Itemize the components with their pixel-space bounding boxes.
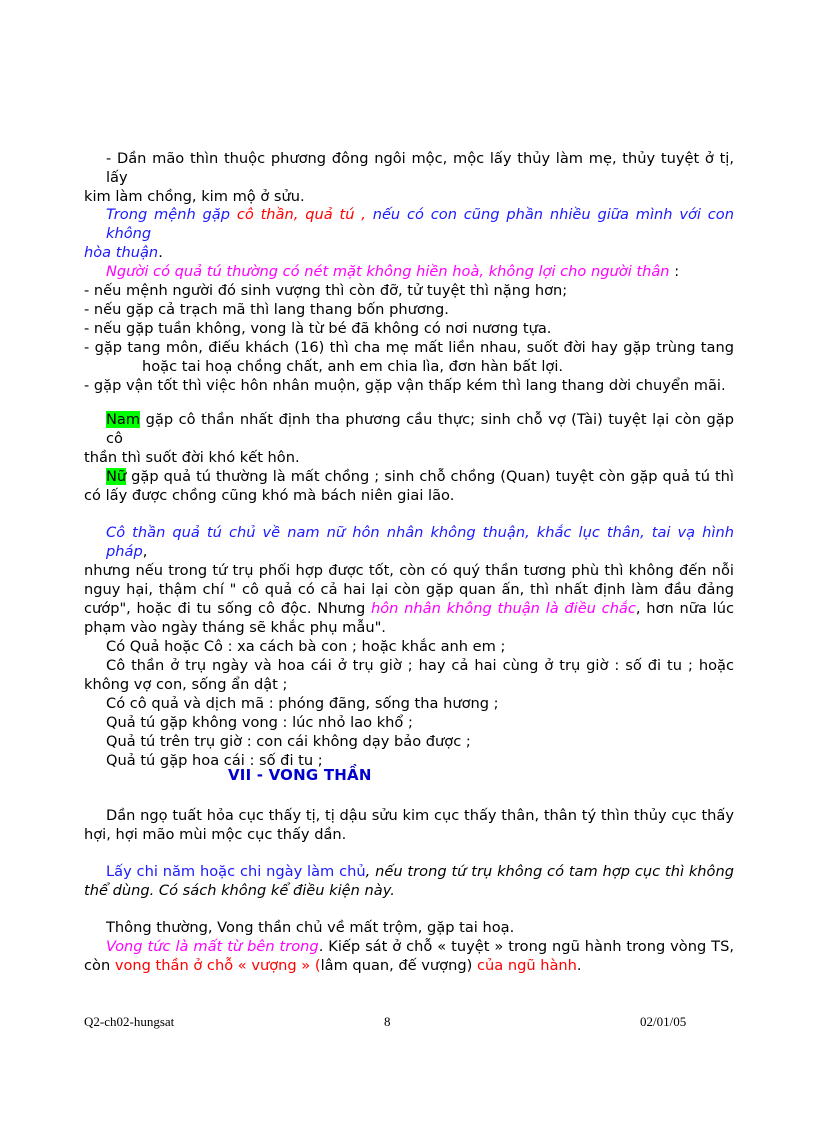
paragraph-co-than-qua-tu-chu bbox=[84, 523, 734, 770]
text-line bbox=[84, 523, 734, 561]
text-line: Cô thần ở trụ ngày và hoa cái ở trụ giờ ; hay cả hai cùng ở trụ giờ : số đi tu ; hoặc bbox=[106, 657, 734, 674]
text-line: có lấy được chồng cũng khó mà bách niên giai lão. bbox=[84, 487, 455, 504]
footer-date: 02/01/05 bbox=[640, 1014, 687, 1029]
text-line bbox=[84, 599, 734, 618]
text-line: phạm vào ngày tháng sẽ khắc phụ mẫu". bbox=[84, 619, 386, 636]
paragraph-dan-ngo-tuat bbox=[84, 806, 734, 844]
text-span: . bbox=[576, 957, 582, 974]
list-item: - nếu mệnh người đó sinh vượng thì còn đỡ, tử tuyệt thì nặng hơn; bbox=[84, 282, 568, 299]
text-line bbox=[84, 243, 734, 262]
text-line: Quả tú gặp hoa cái : số đi tu ; bbox=[106, 752, 323, 769]
text-span: Người có quả tú thường có nét mặt không hiền hoà, không lợi cho người thân bbox=[106, 263, 670, 280]
list-item-continuation: hoặc tai hoạ chồng chất, anh em chia lìa, đơn hàn bất lợi. bbox=[142, 358, 564, 375]
footer-document-code: Q2-ch02-hungsat bbox=[84, 1014, 175, 1029]
text-line: Có cô quả và dịch mã : phóng đãng, sống tha hương ; bbox=[106, 695, 499, 712]
text-line: Quả tú gặp không vong : lúc nhỏ lao khổ ; bbox=[106, 714, 413, 731]
list-item: - nếu gặp cả trạch mã thì lang thang bốn phương. bbox=[84, 301, 449, 318]
text-line bbox=[84, 262, 734, 281]
text-span: lâm quan, đế vượng) bbox=[320, 957, 477, 974]
highlight-nu: Nữ bbox=[106, 468, 127, 485]
text-span: gặp cô thần nhất định tha phương cầu thực; sinh chỗ vợ (Tài) tuyệt lại còn gặp cô bbox=[106, 411, 734, 447]
text-span: hôn nhân không thuận là điều chắc bbox=[370, 600, 636, 617]
text-span: . bbox=[158, 244, 163, 261]
paragraph-co-than-qua-tu bbox=[84, 205, 734, 262]
list-item: - gặp tang môn, điếu khách (16) thì cha mẹ mất liền nhau, suốt đời hay gặp trùng tang bbox=[84, 339, 734, 356]
text-span: nếu có con cũng phần nhiều giữa mình với con không bbox=[106, 206, 734, 242]
text-line: Quả tú trên trụ giờ : con cái không dạy bảo được ; bbox=[106, 733, 471, 750]
paragraph-nu bbox=[84, 467, 734, 505]
text-line: không vợ con, sống ẩn dật ; bbox=[84, 676, 288, 693]
text-span: còn bbox=[84, 957, 115, 974]
text-line: nguy hại, thậm chí " cô quả có cả hai lại còn gặp quan ấn, thì nhất định làm đầu đảng bbox=[84, 581, 734, 598]
paragraph-nam bbox=[84, 410, 734, 467]
text-line: hợi, hợi mão mùi mộc cục thấy dần. bbox=[84, 826, 347, 843]
text-line bbox=[84, 862, 734, 881]
text-span: hòa thuận bbox=[84, 244, 159, 261]
list-item: - gặp vận tốt thì việc hôn nhân muộn, gặp vận thấp kém thì lang thang dời chuyển mãi. bbox=[84, 377, 726, 394]
highlight-nam: Nam bbox=[106, 411, 141, 428]
text-span: : bbox=[669, 263, 680, 280]
text-line: nhưng nếu trong tứ trụ phối hợp được tốt, còn có quý thần tương phù thì không đến nỗi bbox=[84, 562, 734, 579]
list-item: - nếu gặp tuần không, vong là từ bé đã không có nơi nương tựa. bbox=[84, 320, 552, 337]
text-line bbox=[84, 937, 734, 956]
text-span: cướp", hoặc đi tu sống cô độc. Nhưng bbox=[84, 600, 371, 617]
paragraph-nguoi-co-qua-tu bbox=[84, 262, 734, 395]
text-line: Thông thường, Vong thần chủ về mất trộm, gặp tai hoạ. bbox=[106, 919, 515, 936]
footer-page-number: 8 bbox=[384, 1014, 391, 1029]
section-heading: VII - VONG THẦN bbox=[228, 766, 372, 784]
paragraph-thong-thuong bbox=[84, 918, 734, 975]
text-span: , nếu trong tứ trụ không có tam hợp cục thì không bbox=[365, 863, 734, 880]
text-line: kim làm chồng, kim mộ ở sửu. bbox=[84, 188, 305, 205]
text-span: Lấy chi năm hoặc chi ngày làm chủ bbox=[106, 863, 366, 880]
text-line: thần thì suốt đời khó kết hôn. bbox=[84, 449, 300, 466]
text-line: thể dùng. Có sách không kể điều kiện này. bbox=[84, 882, 395, 899]
text-span: . Kiếp sát ở chỗ « tuyệt » trong ngũ hành trong vòng TS, bbox=[318, 938, 734, 955]
text-line bbox=[84, 205, 734, 243]
text-line: Có Quả hoặc Cô : xa cách bà con ; hoặc khắc anh em ; bbox=[106, 638, 506, 655]
paragraph-lay-chi-nam bbox=[84, 862, 734, 900]
text-span: , bbox=[142, 543, 148, 560]
text-span: Vong tức là mất từ bên trong bbox=[106, 938, 319, 955]
text-span: vong thần ở chỗ « vượng » ( bbox=[114, 957, 321, 974]
text-span: Trong mệnh gặp bbox=[106, 206, 237, 223]
text-span: , hơn nữa lúc bbox=[635, 600, 734, 617]
text-line: - Dần mão thìn thuộc phương đông ngôi mộc, mộc lấy thủy làm mẹ, thủy tuyệt ở tị, lấy bbox=[106, 150, 734, 186]
text-span: gặp quả tú thường là mất chồng ; sinh chỗ chồng (Quan) tuyệt còn gặp quả tú thì bbox=[126, 468, 734, 485]
text-span: Cô thần quả tú chủ về nam nữ hôn nhân không thuận, khắc lục thân, tai vạ hình pháp bbox=[106, 524, 734, 560]
text-line bbox=[84, 410, 734, 448]
text-span: của ngũ hành bbox=[476, 957, 577, 974]
text-line bbox=[84, 956, 734, 975]
paragraph-dan-mao-thin bbox=[84, 149, 734, 206]
text-line: Dần ngọ tuất hỏa cục thấy tị, tị dậu sửu kim cục thấy thân, thân tý thìn thủy cục thấy bbox=[106, 807, 734, 824]
text-span: cô thần, quả tú , bbox=[236, 206, 366, 223]
text-line bbox=[84, 467, 734, 486]
